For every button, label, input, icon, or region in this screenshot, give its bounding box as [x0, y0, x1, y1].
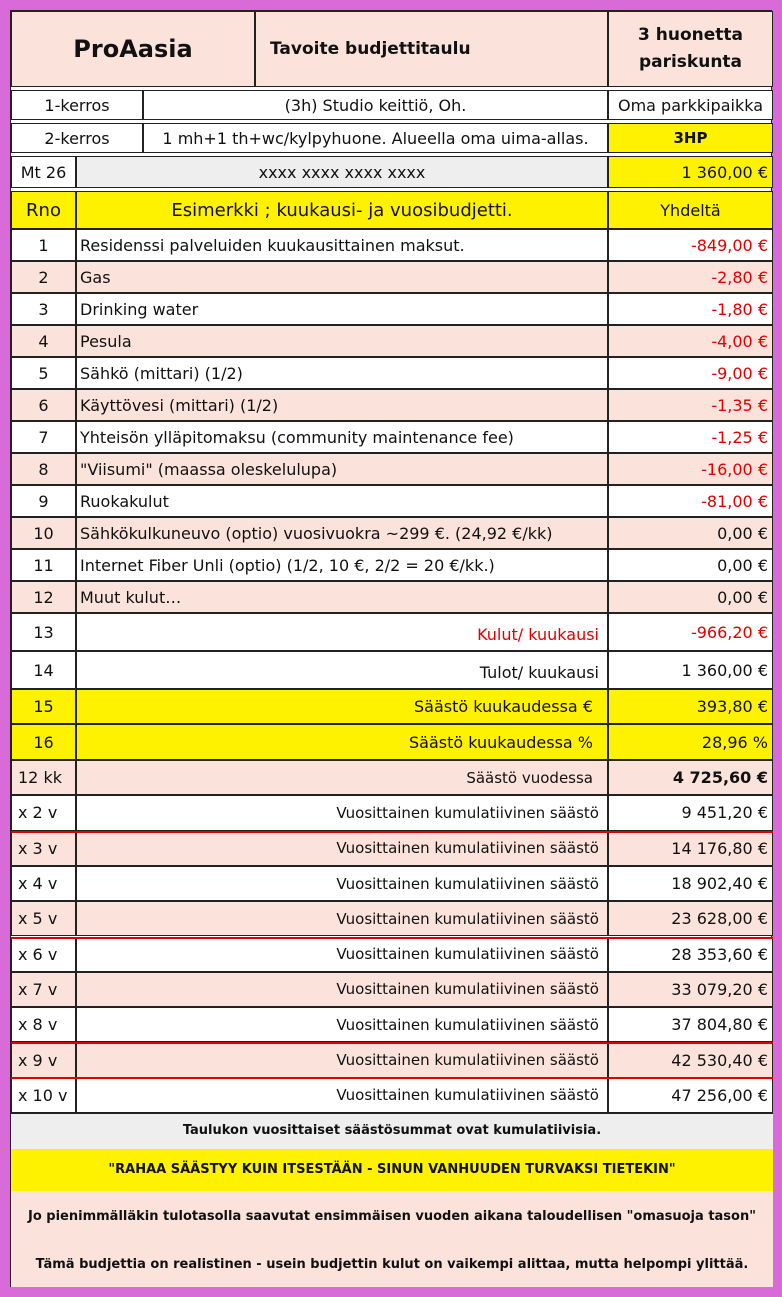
mt-label: Mt 26 — [11, 156, 76, 188]
divider-line — [11, 1077, 773, 1079]
row-number: 3 — [11, 293, 76, 325]
row-number: 10 — [11, 517, 76, 549]
yearly-amount: 33 079,20 € — [608, 972, 773, 1007]
header-row — [11, 11, 773, 87]
table-row — [11, 293, 773, 325]
summary-row-saving-pct — [11, 724, 773, 760]
yearly-amount: 37 804,80 € — [608, 1007, 773, 1042]
floor-description: 1 mh+1 th+wc/kylpyhuone. Alueella oma uima-allas. — [143, 123, 608, 153]
yearly-description: Vuosittainen kumulatiivinen säästö — [76, 1042, 608, 1077]
column-title: Esimerkki ; kuukausi- ja vuosibudjetti. — [76, 191, 608, 229]
yearly-amount: 42 530,40 € — [608, 1042, 773, 1077]
household-type-line2: pariskunta — [638, 52, 743, 72]
expense-amount: -4,00 € — [608, 325, 773, 357]
expense-amount: -1,35 € — [608, 389, 773, 421]
row-number: 1 — [11, 229, 76, 261]
year-label: x 7 v — [11, 972, 76, 1007]
row-number: 15 — [11, 689, 76, 724]
yearly-amount: 28 353,60 € — [608, 937, 773, 972]
yearly-description: Vuosittainen kumulatiivinen säästö — [76, 901, 608, 936]
expense-description: "Viisumi" (maassa oleskelulupa) — [76, 453, 608, 485]
yearly-amount: 47 256,00 € — [608, 1078, 773, 1113]
yearly-amount: 14 176,80 € — [608, 831, 773, 866]
row-number: 8 — [11, 453, 76, 485]
footer-note-protection: Jo pienimmälläkin tulotasolla saavutat ensimmäisen vuoden aikana taloudellisen "omasuoja tason" — [11, 1191, 773, 1243]
divider-line — [11, 831, 773, 833]
row-number: 12 — [11, 581, 76, 613]
household-type-line1: 3 huonetta — [638, 24, 743, 45]
yearly-description: Vuosittainen kumulatiivinen säästö — [76, 1078, 608, 1113]
expense-description: Ruokakulut — [76, 485, 608, 517]
table-row — [11, 549, 773, 581]
row-number: 4 — [11, 325, 76, 357]
year-label: x 3 v — [11, 831, 76, 866]
year-label: x 2 v — [11, 795, 76, 830]
floor-label: 1-kerros — [11, 90, 143, 120]
yearly-amount: 18 902,40 € — [608, 866, 773, 901]
year-label: 12 kk — [11, 760, 76, 795]
summary-label: Tulot/ kuukausi — [76, 651, 608, 689]
yearly-row — [11, 901, 773, 936]
year-label: x 9 v — [11, 1042, 76, 1077]
yearly-row — [11, 795, 773, 830]
row-number: 16 — [11, 724, 76, 760]
summary-amount: 28,96 % — [608, 724, 773, 760]
footer-note-cumulative: Taulukon vuosittaiset säästösummat ovat kumulatiivisia. — [11, 1113, 773, 1149]
expense-description: Sähkö (mittari) (1/2) — [76, 357, 608, 389]
yearly-description: Vuosittainen kumulatiivinen säästö — [76, 972, 608, 1007]
yearly-row — [11, 831, 773, 866]
expense-amount: -1,25 € — [608, 421, 773, 453]
expense-description: Drinking water — [76, 293, 608, 325]
summary-label: Kulut/ kuukausi — [76, 613, 608, 651]
row-number: 14 — [11, 651, 76, 689]
table-row — [11, 421, 773, 453]
yearly-description: Vuosittainen kumulatiivinen säästö — [76, 937, 608, 972]
floor-extra: 3HP — [608, 123, 773, 153]
expense-description: Residenssi palveluiden kuukausittainen maksut. — [76, 229, 608, 261]
expense-amount: 0,00 € — [608, 517, 773, 549]
table-row — [11, 357, 773, 389]
expense-amount: -81,00 € — [608, 485, 773, 517]
summary-amount: -966,20 € — [608, 613, 773, 651]
yearly-amount: 23 628,00 € — [608, 901, 773, 936]
expense-amount: -9,00 € — [608, 357, 773, 389]
divider-line — [11, 1042, 773, 1044]
yearly-description: Vuosittainen kumulatiivinen säästö — [76, 866, 608, 901]
budget-sheet — [10, 10, 772, 1287]
expense-description: Pesula — [76, 325, 608, 357]
expense-amount: -16,00 € — [608, 453, 773, 485]
yearly-amount: 4 725,60 € — [608, 760, 773, 795]
floor-description: (3h) Studio keittiö, Oh. — [143, 90, 608, 120]
brand-title: ProAasia — [11, 11, 255, 87]
expense-amount: 0,00 € — [608, 581, 773, 613]
row-number: 11 — [11, 549, 76, 581]
row-number: 6 — [11, 389, 76, 421]
sheet-title: Tavoite budjettitaulu — [255, 11, 608, 87]
expense-amount: -849,00 € — [608, 229, 773, 261]
row-number: 9 — [11, 485, 76, 517]
table-row — [11, 325, 773, 357]
expense-description: Gas — [76, 261, 608, 293]
row-number: 2 — [11, 261, 76, 293]
footer-slogan: "RAHAA SÄÄSTYY KUIN ITSESTÄÄN - SINUN VANHUUDEN TURVAKSI TIETEKIN" — [11, 1149, 773, 1191]
summary-row-expenses — [11, 613, 773, 651]
expense-amount: 0,00 € — [608, 549, 773, 581]
summary-label: Säästö kuukaudessa % — [76, 724, 608, 760]
yearly-description: Vuosittainen kumulatiivinen säästö — [76, 795, 608, 830]
expense-description: Käyttövesi (mittari) (1/2) — [76, 389, 608, 421]
row-number: 7 — [11, 421, 76, 453]
summary-amount: 393,80 € — [608, 689, 773, 724]
yearly-description: Vuosittainen kumulatiivinen säästö — [76, 831, 608, 866]
table-row — [11, 229, 773, 261]
divider-line — [11, 937, 773, 939]
summary-row-income — [11, 651, 773, 689]
year-label: x 6 v — [11, 937, 76, 972]
mt-row — [11, 156, 773, 188]
year-label: x 10 v — [11, 1078, 76, 1113]
footer-note-realistic: Tämä budjettia on realistinen - usein budjettin kulut on vaikempi alittaa, mutta helpompi ylittää. — [11, 1243, 773, 1287]
table-row — [11, 485, 773, 517]
year-label: x 4 v — [11, 866, 76, 901]
yearly-row — [11, 866, 773, 901]
yearly-row — [11, 937, 773, 972]
yearly-description: Vuosittainen kumulatiivinen säästö — [76, 1007, 608, 1042]
floor-row-2 — [11, 123, 773, 153]
summary-amount: 1 360,00 € — [608, 651, 773, 689]
mt-amount: 1 360,00 € — [608, 156, 773, 188]
yearly-description: Säästö vuodessa — [76, 760, 608, 795]
yearly-row — [11, 1042, 773, 1077]
column-rno: Rno — [11, 191, 76, 229]
expense-description: Sähkökulkuneuvo (optio) vuosivuokra ~299 €. (24,92 €/kk) — [76, 517, 608, 549]
table-row — [11, 453, 773, 485]
floor-label: 2-kerros — [11, 123, 143, 153]
masked-account: xxxx xxxx xxxx xxxx — [76, 156, 608, 188]
year-label: x 5 v — [11, 901, 76, 936]
column-total: Yhdeltä — [608, 191, 773, 229]
yearly-row — [11, 972, 773, 1007]
floor-extra: Oma parkkipaikka — [608, 90, 773, 120]
expense-amount: -2,80 € — [608, 261, 773, 293]
table-row — [11, 389, 773, 421]
summary-row-saving-eur — [11, 689, 773, 724]
expense-description: Internet Fiber Unli (optio) (1/2, 10 €, 2/2 = 20 €/kk.) — [76, 549, 608, 581]
floor-row-1 — [11, 90, 773, 120]
expense-description: Muut kulut… — [76, 581, 608, 613]
expense-amount: -1,80 € — [608, 293, 773, 325]
expense-description: Yhteisön ylläpitomaksu (community maintenance fee) — [76, 421, 608, 453]
table-row — [11, 581, 773, 613]
yearly-row — [11, 1078, 773, 1113]
row-number: 13 — [11, 613, 76, 651]
table-row — [11, 261, 773, 293]
year-label: x 8 v — [11, 1007, 76, 1042]
yearly-row — [11, 760, 773, 795]
table-header — [11, 191, 773, 229]
table-row — [11, 517, 773, 549]
yearly-amount: 9 451,20 € — [608, 795, 773, 830]
row-number: 5 — [11, 357, 76, 389]
yearly-row — [11, 1007, 773, 1042]
summary-label: Säästö kuukaudessa € — [76, 689, 608, 724]
household-type — [608, 11, 773, 87]
